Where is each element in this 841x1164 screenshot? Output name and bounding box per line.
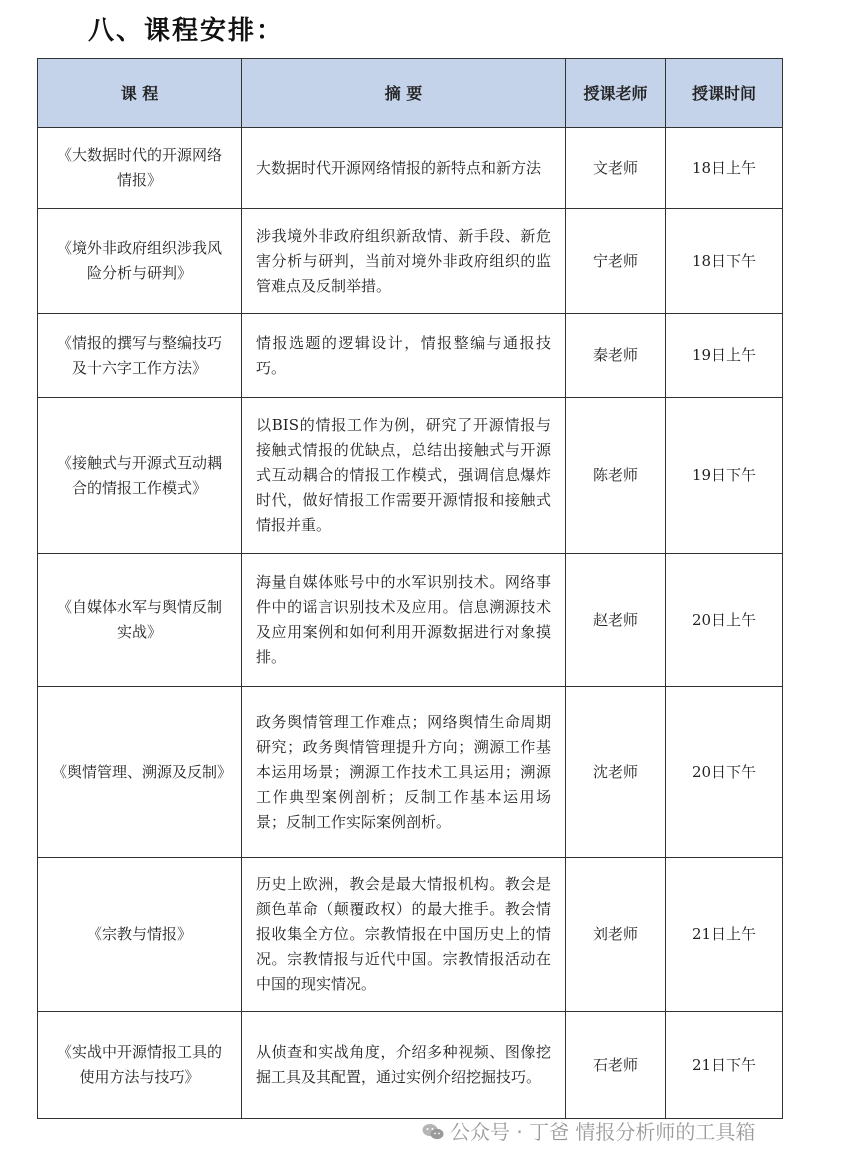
header-teacher: 授课老师 [566,59,666,128]
wechat-icon [422,1122,444,1140]
table-row [38,1012,783,1119]
teacher-cell: 石老师 [566,1012,666,1119]
summary-cell: 历史上欧洲，教会是最大情报机构。教会是颜色革命（颠覆政权）的最大推手。教会情报收集全方位。宗教情报在中国历史上的情况。宗教情报与近代中国。宗教情报活动在中国的现实情况。 [242,858,566,1012]
time-cell: 19日下午 [666,398,783,554]
table-row [38,398,783,554]
teacher-cell: 陈老师 [566,398,666,554]
summary-cell: 从侦查和实战角度，介绍多种视频、图像挖掘工具及其配置，通过实例介绍挖掘技巧。 [242,1012,566,1119]
section-title: 八、课程安排： [88,16,285,46]
summary-cell: 海量自媒体账号中的水军识别技术。网络事件中的谣言识别技术及应用。信息溯源技术及应用案例和如何利用开源数据进行对象摸排。 [242,554,566,687]
course-cell: 《大数据时代的开源网络情报》 [38,128,242,209]
header-summary: 摘 要 [242,59,566,128]
course-cell: 《情报的撰写与整编技巧及十六字工作方法》 [38,314,242,398]
table-header-row [38,59,783,128]
summary-cell: 以BIS的情报工作为例，研究了开源情报与接触式情报的优缺点，总结出接触式与开源式互动耦合的情报工作模式，强调信息爆炸时代，做好情报工作需要开源情报和接触式情报并重。 [242,398,566,554]
course-schedule-table [37,58,783,1119]
teacher-cell: 秦老师 [566,314,666,398]
course-cell: 《境外非政府组织涉我风险分析与研判》 [38,209,242,314]
course-cell: 《接触式与开源式互动耦合的情报工作模式》 [38,398,242,554]
table-row [38,128,783,209]
teacher-cell: 文老师 [566,128,666,209]
course-cell: 《实战中开源情报工具的使用方法与技巧》 [38,1012,242,1119]
header-course: 课 程 [38,59,242,128]
summary-cell: 政务舆情管理工作难点；网络舆情生命周期研究；政务舆情管理提升方向；溯源工作基本运用场景；溯源工作技术工具运用；溯源工作典型案例剖析；反制工作基本运用场景；反制工作实际案例剖析。 [242,687,566,858]
time-cell: 18日上午 [666,128,783,209]
time-cell: 18日下午 [666,209,783,314]
time-cell: 20日上午 [666,554,783,687]
table-row [38,687,783,858]
time-cell: 20日下午 [666,687,783,858]
teacher-cell: 沈老师 [566,687,666,858]
summary-cell: 大数据时代开源网络情报的新特点和新方法 [242,128,566,209]
time-cell: 21日上午 [666,858,783,1012]
teacher-cell: 赵老师 [566,554,666,687]
watermark-text: 公众号 · 丁爸 情报分析师的工具箱 [450,1120,756,1144]
table-row [38,209,783,314]
table-row [38,858,783,1012]
table-row [38,554,783,687]
summary-cell: 情报选题的逻辑设计，情报整编与通报技巧。 [242,314,566,398]
time-cell: 21日下午 [666,1012,783,1119]
watermark [422,1116,755,1145]
table-row [38,314,783,398]
course-cell: 《宗教与情报》 [38,858,242,1012]
teacher-cell: 宁老师 [566,209,666,314]
header-time: 授课时间 [666,59,783,128]
course-cell: 《自媒体水军与舆情反制实战》 [38,554,242,687]
summary-cell: 涉我境外非政府组织新敌情、新手段、新危害分析与研判，当前对境外非政府组织的监管难点及反制举措。 [242,209,566,314]
time-cell: 19日上午 [666,314,783,398]
teacher-cell: 刘老师 [566,858,666,1012]
course-cell: 《舆情管理、溯源及反制》 [38,687,242,858]
